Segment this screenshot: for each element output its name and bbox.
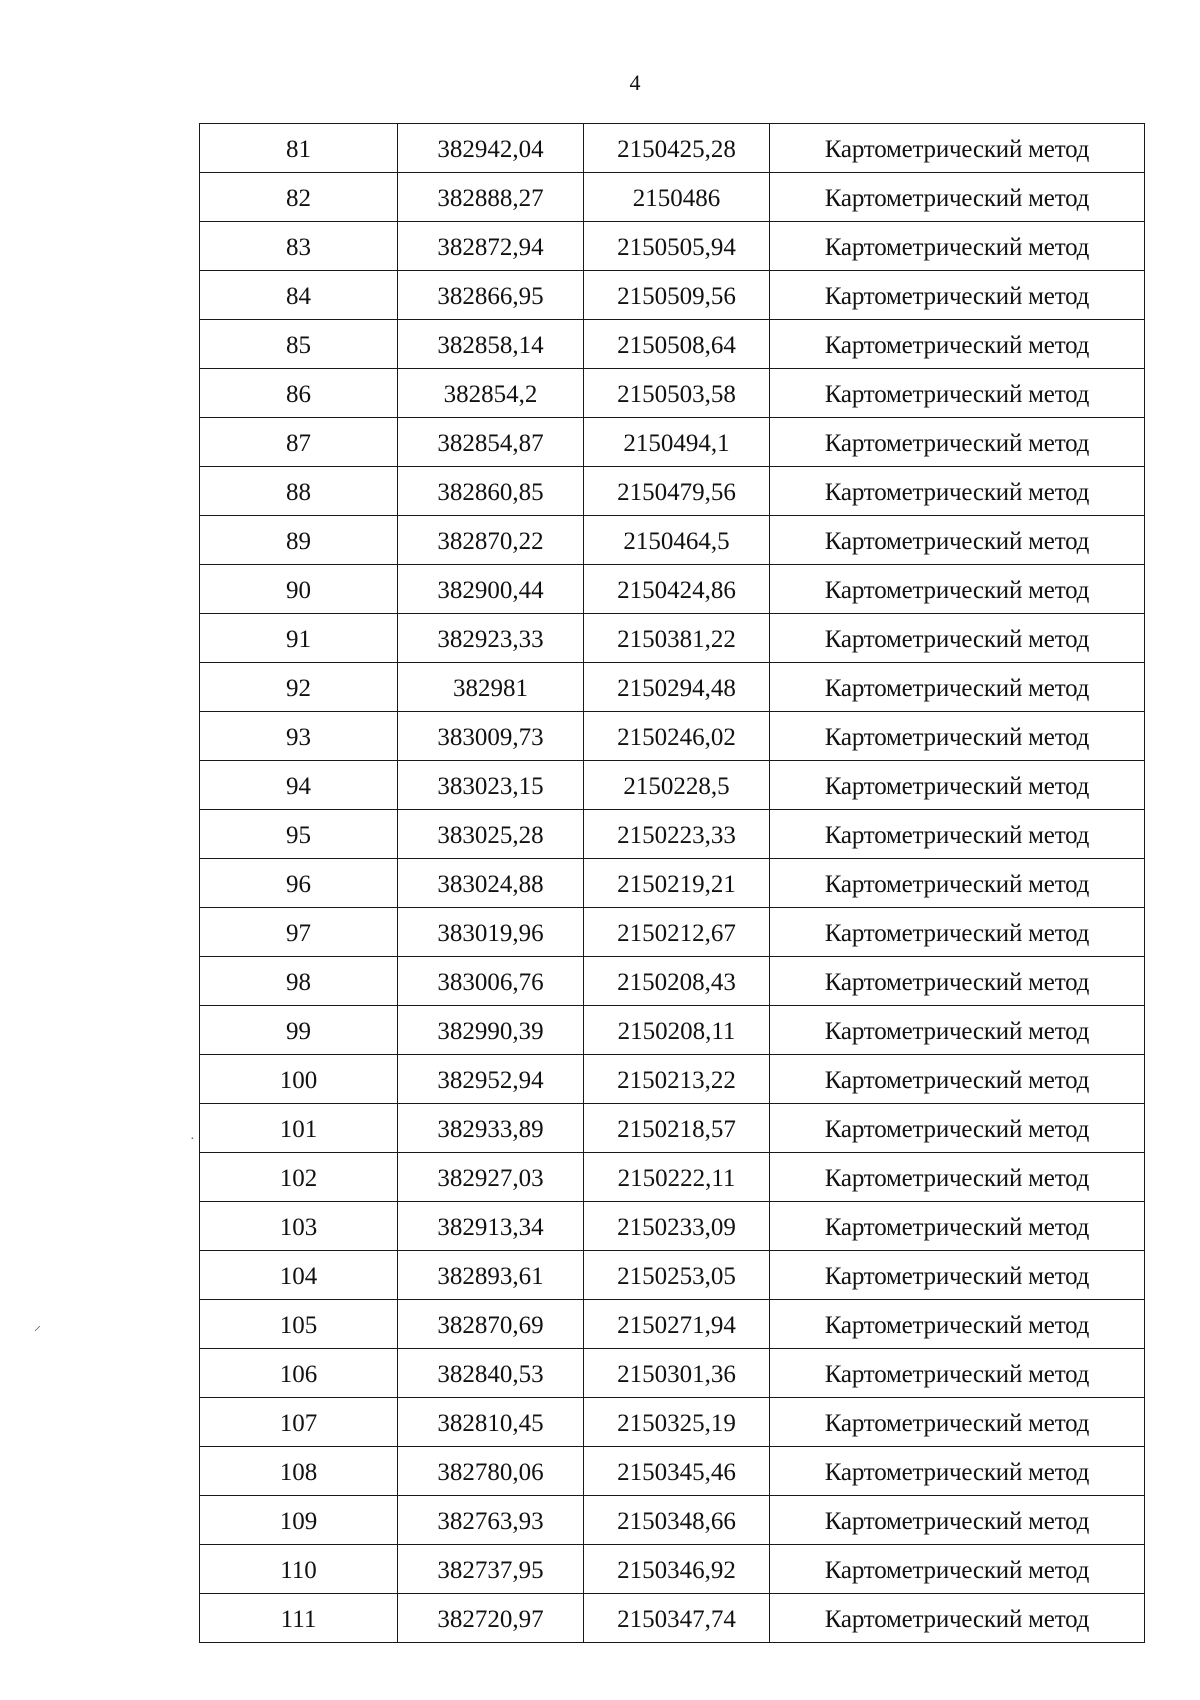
x-coordinate-cell: 382858,14	[398, 320, 584, 369]
x-coordinate-cell: 382763,93	[398, 1496, 584, 1545]
x-coordinate-cell: 382840,53	[398, 1349, 584, 1398]
method-cell: Картометрический метод	[770, 761, 1145, 810]
table-row	[200, 908, 1145, 957]
y-coordinate-cell: 2150219,21	[584, 859, 770, 908]
x-coordinate-cell: 382870,22	[398, 516, 584, 565]
x-coordinate-cell: 382854,2	[398, 369, 584, 418]
method-cell: Картометрический метод	[770, 1545, 1145, 1594]
method-cell: Картометрический метод	[770, 1349, 1145, 1398]
point-number-cell: 106	[200, 1349, 398, 1398]
point-number-cell: 96	[200, 859, 398, 908]
x-coordinate-cell: 383023,15	[398, 761, 584, 810]
point-number-cell: 95	[200, 810, 398, 859]
table-row	[200, 418, 1145, 467]
x-coordinate-cell: 382933,89	[398, 1104, 584, 1153]
y-coordinate-cell: 2150223,33	[584, 810, 770, 859]
point-number-cell: 101	[200, 1104, 398, 1153]
x-coordinate-cell: 382860,85	[398, 467, 584, 516]
x-coordinate-cell: 382810,45	[398, 1398, 584, 1447]
point-number-cell: 107	[200, 1398, 398, 1447]
table-row	[200, 810, 1145, 859]
method-cell: Картометрический метод	[770, 1104, 1145, 1153]
method-cell: Картометрический метод	[770, 467, 1145, 516]
x-coordinate-cell: 382720,97	[398, 1594, 584, 1643]
table-row	[200, 663, 1145, 712]
table-row	[200, 1398, 1145, 1447]
x-coordinate-cell: 382990,39	[398, 1006, 584, 1055]
x-coordinate-cell: 383006,76	[398, 957, 584, 1006]
method-cell: Картометрический метод	[770, 1153, 1145, 1202]
point-number-cell: 87	[200, 418, 398, 467]
x-coordinate-cell: 382927,03	[398, 1153, 584, 1202]
x-coordinate-cell: 382854,87	[398, 418, 584, 467]
y-coordinate-cell: 2150464,5	[584, 516, 770, 565]
table-row	[200, 1349, 1145, 1398]
scan-speck: ·	[190, 1132, 195, 1147]
method-cell: Картометрический метод	[770, 1496, 1145, 1545]
table-row	[200, 761, 1145, 810]
point-number-cell: 102	[200, 1153, 398, 1202]
table-row	[200, 369, 1145, 418]
table-row	[200, 957, 1145, 1006]
point-number-cell: 105	[200, 1300, 398, 1349]
method-cell: Картометрический метод	[770, 173, 1145, 222]
y-coordinate-cell: 2150348,66	[584, 1496, 770, 1545]
method-cell: Картометрический метод	[770, 614, 1145, 663]
y-coordinate-cell: 2150509,56	[584, 271, 770, 320]
x-coordinate-cell: 382870,69	[398, 1300, 584, 1349]
y-coordinate-cell: 2150347,74	[584, 1594, 770, 1643]
table-row	[200, 173, 1145, 222]
table-row	[200, 1496, 1145, 1545]
x-coordinate-cell: 383009,73	[398, 712, 584, 761]
y-coordinate-cell: 2150294,48	[584, 663, 770, 712]
point-number-cell: 82	[200, 173, 398, 222]
point-number-cell: 83	[200, 222, 398, 271]
method-cell: Картометрический метод	[770, 957, 1145, 1006]
y-coordinate-cell: 2150345,46	[584, 1447, 770, 1496]
table-row	[200, 859, 1145, 908]
point-number-cell: 99	[200, 1006, 398, 1055]
point-number-cell: 94	[200, 761, 398, 810]
point-number-cell: 89	[200, 516, 398, 565]
method-cell: Картометрический метод	[770, 320, 1145, 369]
method-cell: Картометрический метод	[770, 369, 1145, 418]
table-row	[200, 320, 1145, 369]
table-row	[200, 712, 1145, 761]
y-coordinate-cell: 2150479,56	[584, 467, 770, 516]
point-number-cell: 93	[200, 712, 398, 761]
table-row	[200, 1006, 1145, 1055]
x-coordinate-cell: 382737,95	[398, 1545, 584, 1594]
x-coordinate-cell: 382952,94	[398, 1055, 584, 1104]
y-coordinate-cell: 2150505,94	[584, 222, 770, 271]
table-row	[200, 1055, 1145, 1104]
y-coordinate-cell: 2150494,1	[584, 418, 770, 467]
table-row	[200, 1104, 1145, 1153]
y-coordinate-cell: 2150208,11	[584, 1006, 770, 1055]
point-number-cell: 108	[200, 1447, 398, 1496]
y-coordinate-cell: 2150233,09	[584, 1202, 770, 1251]
method-cell: Картометрический метод	[770, 712, 1145, 761]
method-cell: Картометрический метод	[770, 565, 1145, 614]
point-number-cell: 86	[200, 369, 398, 418]
x-coordinate-cell: 382780,06	[398, 1447, 584, 1496]
table-row	[200, 565, 1145, 614]
method-cell: Картометрический метод	[770, 516, 1145, 565]
coordinates-table	[199, 123, 1145, 1643]
y-coordinate-cell: 2150271,94	[584, 1300, 770, 1349]
x-coordinate-cell: 382923,33	[398, 614, 584, 663]
point-number-cell: 100	[200, 1055, 398, 1104]
table-row	[200, 467, 1145, 516]
point-number-cell: 90	[200, 565, 398, 614]
table-row	[200, 222, 1145, 271]
method-cell: Картометрический метод	[770, 1251, 1145, 1300]
y-coordinate-cell: 2150246,02	[584, 712, 770, 761]
y-coordinate-cell: 2150424,86	[584, 565, 770, 614]
table-row	[200, 1447, 1145, 1496]
table-row	[200, 124, 1145, 173]
y-coordinate-cell: 2150212,67	[584, 908, 770, 957]
y-coordinate-cell: 2150208,43	[584, 957, 770, 1006]
x-coordinate-cell: 383025,28	[398, 810, 584, 859]
table-row	[200, 1545, 1145, 1594]
method-cell: Картометрический метод	[770, 1398, 1145, 1447]
method-cell: Картометрический метод	[770, 908, 1145, 957]
method-cell: Картометрический метод	[770, 1594, 1145, 1643]
y-coordinate-cell: 2150222,11	[584, 1153, 770, 1202]
y-coordinate-cell: 2150213,22	[584, 1055, 770, 1104]
method-cell: Картометрический метод	[770, 124, 1145, 173]
point-number-cell: 111	[200, 1594, 398, 1643]
x-coordinate-cell: 382888,27	[398, 173, 584, 222]
x-coordinate-cell: 383024,88	[398, 859, 584, 908]
point-number-cell: 92	[200, 663, 398, 712]
y-coordinate-cell: 2150381,22	[584, 614, 770, 663]
method-cell: Картометрический метод	[770, 1447, 1145, 1496]
x-coordinate-cell: 383019,96	[398, 908, 584, 957]
point-number-cell: 81	[200, 124, 398, 173]
point-number-cell: 109	[200, 1496, 398, 1545]
y-coordinate-cell: 2150503,58	[584, 369, 770, 418]
table-row	[200, 1202, 1145, 1251]
y-coordinate-cell: 2150218,57	[584, 1104, 770, 1153]
table-row	[200, 614, 1145, 663]
coordinates-table-body	[200, 124, 1145, 1643]
table-row	[200, 1251, 1145, 1300]
point-number-cell: 84	[200, 271, 398, 320]
x-coordinate-cell: 382893,61	[398, 1251, 584, 1300]
y-coordinate-cell: 2150425,28	[584, 124, 770, 173]
page-number: 4	[629, 70, 641, 95]
point-number-cell: 91	[200, 614, 398, 663]
x-coordinate-cell: 382866,95	[398, 271, 584, 320]
x-coordinate-cell: 382942,04	[398, 124, 584, 173]
y-coordinate-cell: 2150486	[584, 173, 770, 222]
y-coordinate-cell: 2150346,92	[584, 1545, 770, 1594]
method-cell: Картометрический метод	[770, 663, 1145, 712]
y-coordinate-cell: 2150325,19	[584, 1398, 770, 1447]
x-coordinate-cell: 382900,44	[398, 565, 584, 614]
point-number-cell: 98	[200, 957, 398, 1006]
point-number-cell: 85	[200, 320, 398, 369]
method-cell: Картометрический метод	[770, 1300, 1145, 1349]
y-coordinate-cell: 2150253,05	[584, 1251, 770, 1300]
point-number-cell: 104	[200, 1251, 398, 1300]
method-cell: Картометрический метод	[770, 1006, 1145, 1055]
x-coordinate-cell: 382981	[398, 663, 584, 712]
y-coordinate-cell: 2150228,5	[584, 761, 770, 810]
table-row	[200, 1594, 1145, 1643]
method-cell: Картометрический метод	[770, 1202, 1145, 1251]
method-cell: Картометрический метод	[770, 222, 1145, 271]
x-coordinate-cell: 382913,34	[398, 1202, 584, 1251]
table-row	[200, 1153, 1145, 1202]
method-cell: Картометрический метод	[770, 859, 1145, 908]
table-row	[200, 516, 1145, 565]
point-number-cell: 103	[200, 1202, 398, 1251]
y-coordinate-cell: 2150508,64	[584, 320, 770, 369]
point-number-cell: 88	[200, 467, 398, 516]
y-coordinate-cell: 2150301,36	[584, 1349, 770, 1398]
table-row	[200, 271, 1145, 320]
point-number-cell: 110	[200, 1545, 398, 1594]
point-number-cell: 97	[200, 908, 398, 957]
method-cell: Картометрический метод	[770, 1055, 1145, 1104]
method-cell: Картометрический метод	[770, 810, 1145, 859]
table-row	[200, 1300, 1145, 1349]
scan-speck: ⸝	[34, 1319, 41, 1334]
method-cell: Картометрический метод	[770, 271, 1145, 320]
x-coordinate-cell: 382872,94	[398, 222, 584, 271]
method-cell: Картометрический метод	[770, 418, 1145, 467]
